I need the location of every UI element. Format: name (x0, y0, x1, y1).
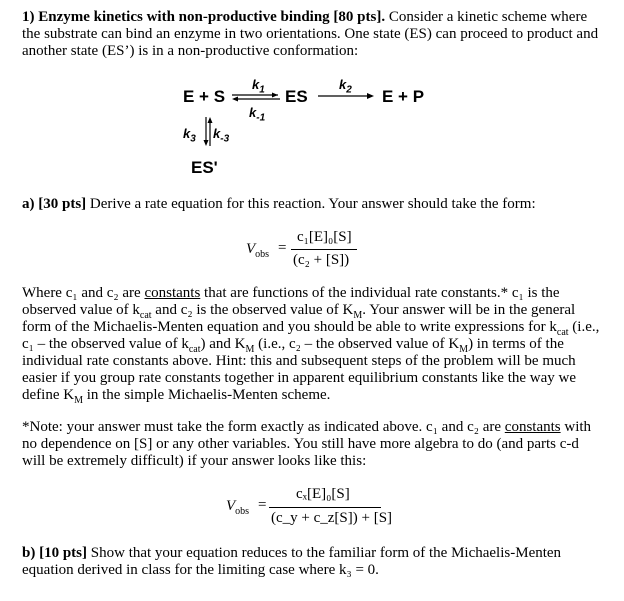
note-paragraph (22, 419, 622, 470)
part-b-line-1: Show that your equation reduces to the familiar form of the Michaelis-Menten (90, 545, 562, 561)
eq2-lhs: $V_{obs}$ (226, 498, 250, 517)
part-b-prompt (22, 545, 622, 579)
where-line-4: c₁ – the observed value of $k_{cat}$) and $K_M$ (i.e., c₂ – the observed value of $K_M$) in terms of the (22, 336, 564, 355)
part-b-label: b) [10 pts] (22, 545, 88, 561)
intro-line-3: another state (ES’) is in a non-productive conformation: (22, 43, 359, 59)
where-paragraph (22, 285, 622, 404)
scheme-es-prime: ES' (191, 158, 218, 177)
scheme-k2-label: $k_2$ (339, 77, 352, 96)
eq1-denominator: (c₂ + [S]) (293, 252, 350, 268)
scheme-reactants: E + S (183, 87, 226, 106)
scheme-k1-label: $k_1$ (252, 77, 265, 96)
eq1-numerator: c₁[E]₀[S] (297, 229, 352, 245)
scheme-k-minus1-label: $k_{-1}$ (249, 105, 266, 124)
eq2-equals: = (258, 497, 267, 513)
note-line-1: *Note: your answer must take the form exactly as indicated above. c₁ and c₂ are constants with (22, 419, 592, 435)
where-line-7: define $K_M$ in the simple Michaelis-Menten scheme. (22, 387, 331, 406)
note-line-3: will be extremely difficult) if your answer looks like this: (22, 453, 367, 469)
eq2-fraction-bar (269, 507, 381, 508)
part-a-text: Derive a rate equation for this reaction. Your answer should take the form: (89, 196, 536, 212)
eq1-fraction-bar (291, 249, 357, 250)
part-b-line-2: equation derived in class for the limiting case where k₃ = 0. (22, 562, 379, 578)
where-line-5: individual rate constants above. Hint: this and subsequent steps of the problem will be much (22, 353, 576, 369)
forward-arrow (316, 89, 378, 103)
part-a-label: a) [30 pts] (22, 196, 87, 212)
scheme-k-minus3-label: $k_{-3}$ (213, 126, 230, 145)
intro-line-2: the substrate can bind an enzyme in two orientations. One state (ES) can proceed to product and (22, 26, 599, 42)
where-line-2: observed value of $k_{cat}$ and c₂ is the observed value of $K_M$. Your answer will be in the general (22, 302, 576, 321)
eq2-numerator: cₓ[E]₀[S] (296, 486, 350, 502)
intro-line-1: Consider a kinetic scheme where (388, 9, 588, 25)
problem-intro (22, 9, 622, 60)
scheme-k3-label: $k_3$ (183, 126, 196, 145)
eq1-equals: = (278, 240, 287, 256)
where-line-6: easier if you group rate constants together in apparent equilibrium constants like the way we (22, 370, 576, 386)
where-line-3: form of the Michaelis-Menten equation and you should be able to write expressions for $k_{cat}$ (i.e., (22, 319, 600, 338)
eq1-lhs: $V_{obs}$ (246, 241, 270, 260)
where-line-1: Where c₁ and c₂ are constants that are functions of the individual rate constants.* c₁ is the (22, 285, 560, 301)
part-a-prompt (22, 196, 622, 213)
eq2-denominator: (c_y + c_z[S]) + [S] (271, 510, 393, 526)
problem-heading: 1) Enzyme kinetics with non-productive binding [80 pts]. (22, 9, 386, 25)
scheme-es: ES (285, 87, 308, 106)
note-line-2: no dependence on [S] or any other variables. You still have more algebra to do (and parts c-d (22, 436, 579, 452)
scheme-products: E + P (382, 87, 425, 106)
equilibrium-arrows-1 (230, 88, 282, 106)
